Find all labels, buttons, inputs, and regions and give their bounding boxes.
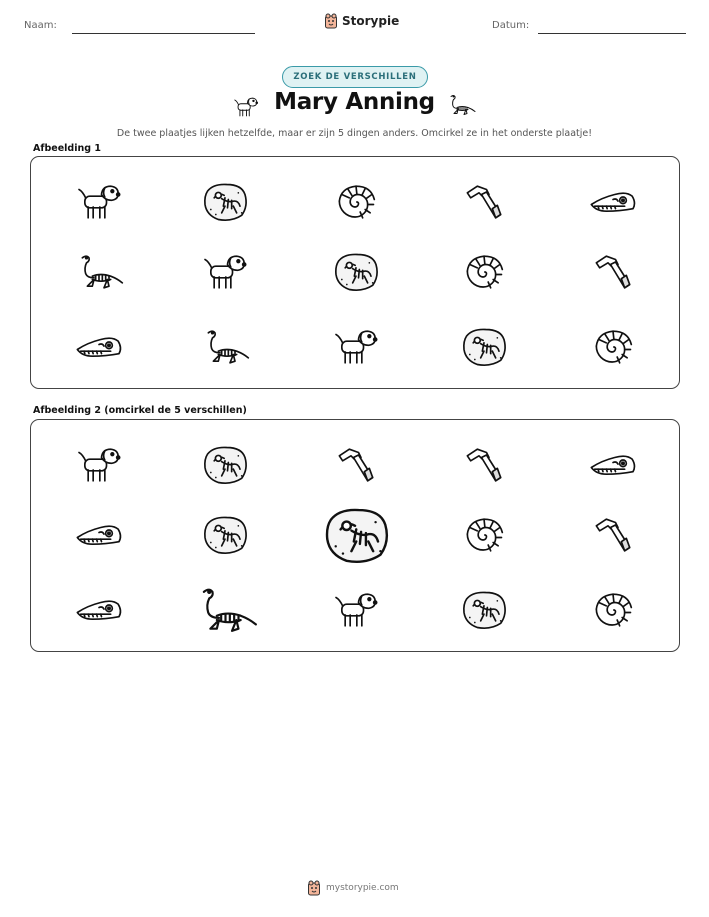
instructions: De twee plaatjes lijken hetzelfde, maar er zijn 5 dingen anders. Omcirkel ze in het onderste plaatje! [116,128,593,139]
picture1-panel [30,156,680,389]
dog-icon[interactable] [74,444,124,486]
footer [307,880,399,896]
picture2-panel[interactable] [30,419,680,652]
fossil-stone-icon[interactable] [200,514,250,556]
footer-site[interactable]: mystorypie.com [326,883,399,893]
name-line[interactable] [72,33,255,34]
dog-icon [200,251,250,293]
dino-skull-icon[interactable] [588,444,638,486]
dog-icon [331,326,381,368]
hammer-icon[interactable] [459,444,509,486]
name-label: Naam: [24,20,57,31]
hammer-icon[interactable] [331,444,381,486]
plesiosaur-icon[interactable] [193,583,258,638]
brand-name: Storypie [342,14,400,28]
hammer-icon [588,251,638,293]
ammonite-icon [331,181,381,223]
picture1-label: Afbeelding 1 [33,143,101,154]
dino-skull-icon [74,326,124,368]
storypie-logo-icon [307,880,321,896]
brand [324,13,399,29]
plesiosaur-icon [200,326,250,368]
ammonite-icon[interactable] [459,514,509,556]
dino-skull-icon [588,181,638,223]
ammonite-icon [588,326,638,368]
dino-skull-icon[interactable] [74,589,124,631]
dino-skull-icon[interactable] [74,514,124,556]
ammonite-icon [459,251,509,293]
ammonite-icon[interactable] [588,589,638,631]
fossil-stone-icon[interactable] [459,589,509,631]
plesiosaur-icon [74,251,124,293]
fossil-stone-icon [200,181,250,223]
hammer-icon[interactable] [588,514,638,556]
fossil-stone-icon [459,326,509,368]
page-title: Mary Anning [274,89,435,115]
picture2-label: Afbeelding 2 (omcirkel de 5 verschillen) [33,405,247,416]
dog-icon [74,181,124,223]
date-line[interactable] [538,33,686,34]
date-label: Datum: [492,20,530,31]
fossil-stone-icon [331,251,381,293]
plesiosaur-icon [446,90,476,120]
worksheet-badge: ZOEK DE VERSCHILLEN [282,66,428,88]
fossil-stone-icon[interactable] [320,505,393,566]
dog-icon[interactable] [331,589,381,631]
fossil-stone-icon[interactable] [200,444,250,486]
hammer-icon [459,181,509,223]
storypie-logo-icon [324,13,338,29]
